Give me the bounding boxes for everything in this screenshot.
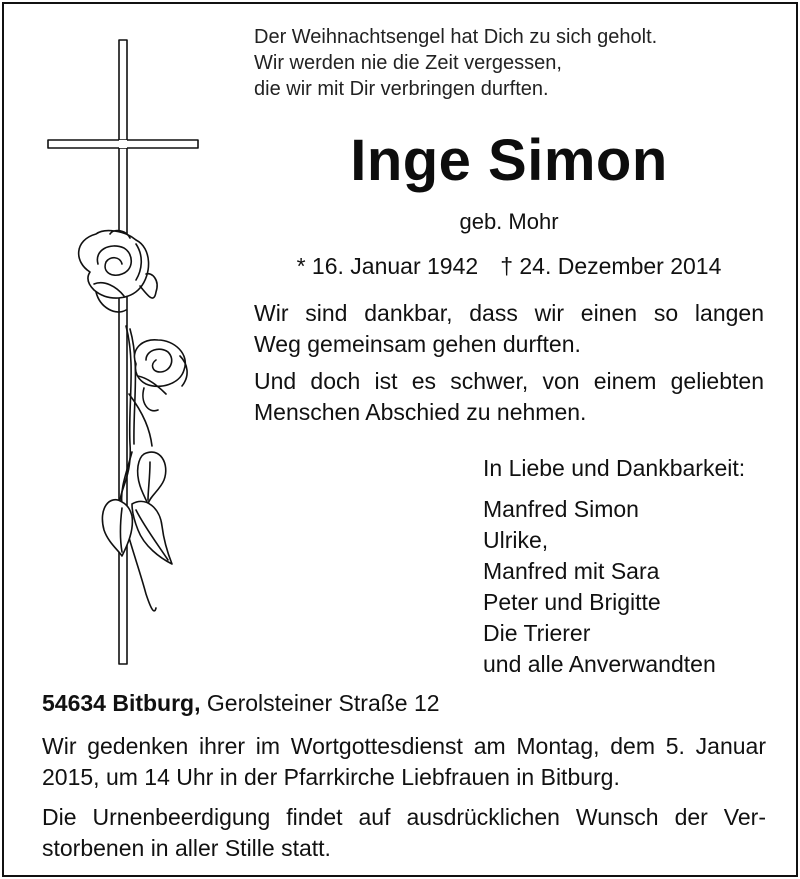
rose-upper-icon [79,231,157,312]
burial-line: storbenen in aller Stille statt. [42,835,331,861]
poem-line: Wir werden nie die Zeit vergessen, [254,52,562,74]
family-intro: In Liebe und Dankbarkeit: [483,455,746,481]
message-paragraph [254,366,764,428]
service-line: Wir gedenken ihrer im Wortgottesdienst am Montag, dem 5. Januar [42,733,766,759]
burial-info [42,802,766,864]
poem [254,24,657,102]
family-member: Die Trierer [483,620,591,646]
death-date: † 24. Dezember 2014 [500,253,722,279]
birth-date: * 16. Januar 1942 [296,253,479,279]
service-info [42,731,766,793]
life-dates [254,250,764,282]
address-street: Gerolsteiner Straße 12 [206,690,440,716]
message-line: Weg gemeinsam gehen durften. [254,331,581,357]
family-member: Manfred mit Sara [483,558,660,584]
maiden-name: geb. Mohr [459,209,559,234]
message-line: Wir sind dankbar, dass wir einen so langen [254,300,764,326]
cross-with-roses-icon [34,34,214,674]
message-paragraph [254,298,764,360]
service-line: 2015, um 14 Uhr in der Pfarrkirche Liebfrauen in Bitburg. [42,764,620,790]
family-signature [483,453,745,680]
obituary-notice [2,2,798,877]
leaves-icon [102,452,172,564]
rose-lower-icon [134,340,187,411]
family-member: Ulrike, [483,527,549,553]
message-line: Und doch ist es schwer, von einem geliebten [254,368,764,394]
family-member: Peter und Brigitte [483,589,661,615]
address [42,687,440,719]
poem-line: Der Weihnachtsengel hat Dich zu sich geholt. [254,26,658,48]
poem-line: die wir mit Dir verbringen durften. [254,78,549,100]
deceased-name: Inge Simon [350,128,668,193]
family-member: Manfred Simon [483,496,639,522]
burial-line: Die Urnenbeerdigung findet auf ausdrücklichen Wunsch der Ver- [42,804,766,830]
message-line: Menschen Abschied zu nehmen. [254,399,587,425]
address-city: 54634 Bitburg, [42,690,201,716]
family-member: und alle Anverwandten [483,651,716,677]
